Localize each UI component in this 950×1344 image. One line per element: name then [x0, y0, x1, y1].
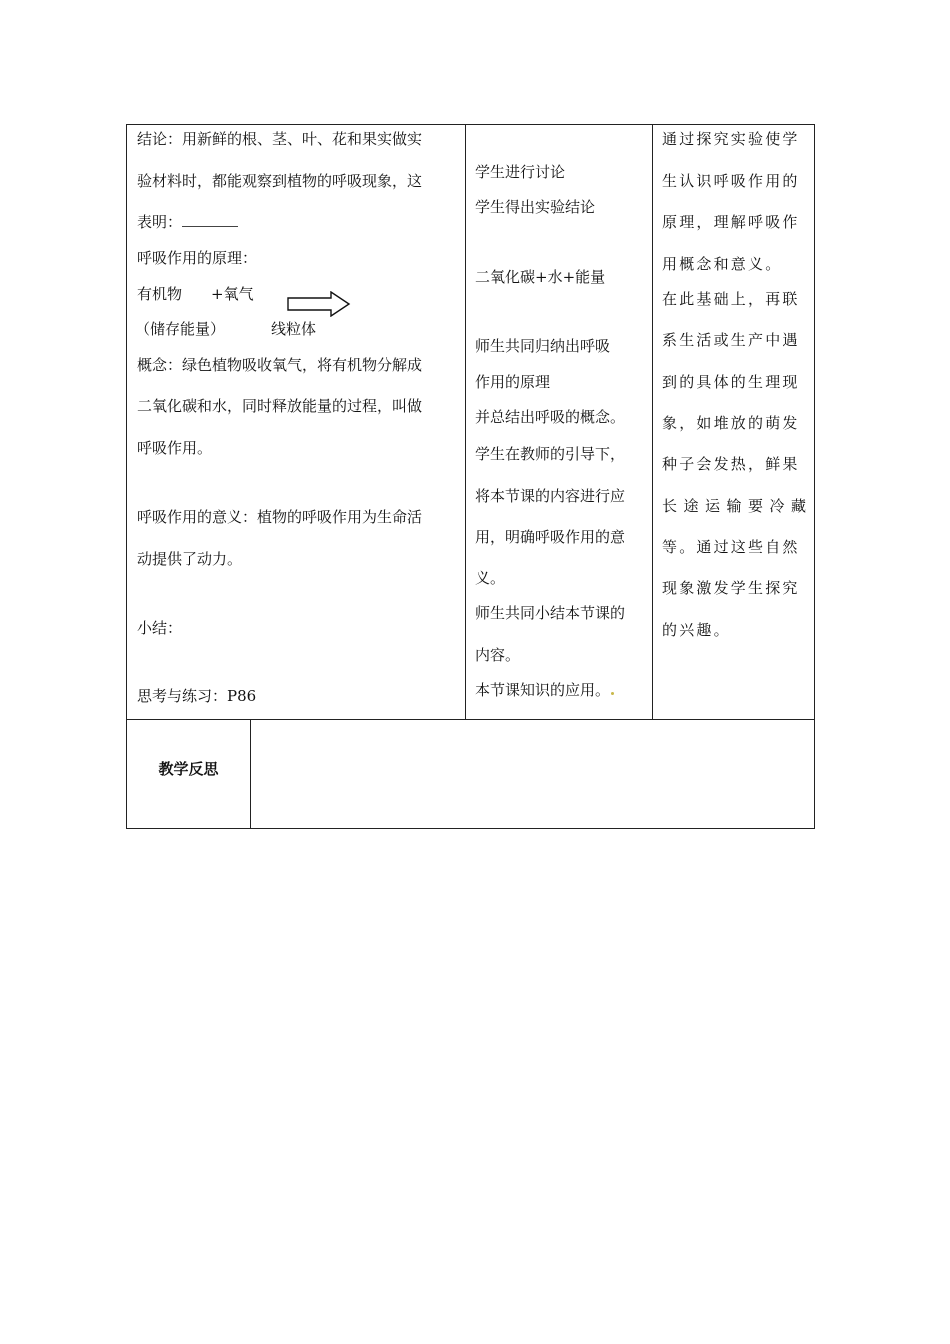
conclusion-line: 验材料时，都能观察到植物的呼吸现象，这: [137, 172, 423, 190]
concept-line: 概念：绿色植物吸收氧气，将有机物分解成: [137, 356, 423, 374]
intent-line: 等。通过这些自然: [662, 538, 800, 556]
activity-line: 本节课知识的应用。: [475, 680, 615, 700]
intent-line: 生认识呼吸作用的: [662, 172, 800, 190]
activity-line: 并总结出呼吸的概念。: [475, 408, 626, 426]
column-divider: [652, 125, 653, 719]
intent-line: 象，如堆放的萌发: [662, 414, 800, 432]
activity-line: 二氧化碳+水+能量: [475, 268, 606, 286]
reflection-table: [126, 719, 815, 829]
activity-line: 学生在教师的引导下，: [475, 445, 626, 463]
right-arrow-icon: [287, 291, 351, 317]
activity-line: 学生进行讨论: [475, 163, 566, 181]
formula-energy-store: （储存能量）: [135, 320, 226, 338]
principle-heading: 呼吸作用的原理：: [137, 249, 258, 267]
formula-mitochondria: 线粒体: [271, 320, 317, 338]
intent-line: 通过探究实验使学: [662, 130, 800, 148]
intent-line: 原理，理解呼吸作: [662, 213, 800, 231]
activity-line: 义。: [475, 569, 506, 587]
activity-line: 将本节课的内容进行应: [475, 487, 626, 505]
intent-line: 用概念和意义。: [662, 255, 783, 273]
meaning-line: 动提供了动力。: [137, 550, 243, 568]
intent-line: 到的具体的生理现: [662, 373, 800, 391]
intent-line: 在此基础上，再联: [662, 290, 800, 308]
intent-line: 种子会发热，鲜果: [662, 455, 800, 473]
answer-blank: [182, 212, 238, 227]
lesson-table: [126, 124, 815, 720]
intent-line: 的兴趣。: [662, 621, 731, 639]
conclusion-line: 表明：: [137, 212, 238, 232]
meaning-line: 呼吸作用的意义：植物的呼吸作用为生命活: [137, 508, 423, 526]
summary-label: 小结：: [137, 619, 183, 637]
activity-line: 作用的原理: [475, 373, 551, 391]
intent-line: 系生活或生产中遇: [662, 331, 800, 349]
concept-line: 呼吸作用。: [137, 439, 213, 457]
activity-line: 学生得出实验结论: [475, 198, 596, 216]
intent-line: 长途运输要冷藏: [662, 497, 813, 515]
activity-line: 师生共同小结本节课的: [475, 604, 626, 622]
formula-reactant: 有机物: [137, 285, 183, 303]
activity-line: 用，明确呼吸作用的意: [475, 528, 626, 546]
exercise-label: 思考与练习：P86: [137, 687, 257, 705]
formula-oxygen: +氧气: [211, 285, 254, 303]
activity-line: 内容。: [475, 646, 521, 664]
activity-line: 师生共同归纳出呼吸: [475, 337, 611, 355]
conclusion-line: 结论：用新鲜的根、茎、叶、花和果实做实: [137, 130, 423, 148]
column-divider: [465, 125, 466, 719]
reflection-label: 教学反思: [158, 759, 219, 778]
concept-line: 二氧化碳和水，同时释放能量的过程，叫做: [137, 397, 423, 415]
column-divider: [250, 720, 251, 828]
intent-line: 现象激发学生探究: [662, 579, 800, 597]
mark-dot: [611, 692, 614, 695]
